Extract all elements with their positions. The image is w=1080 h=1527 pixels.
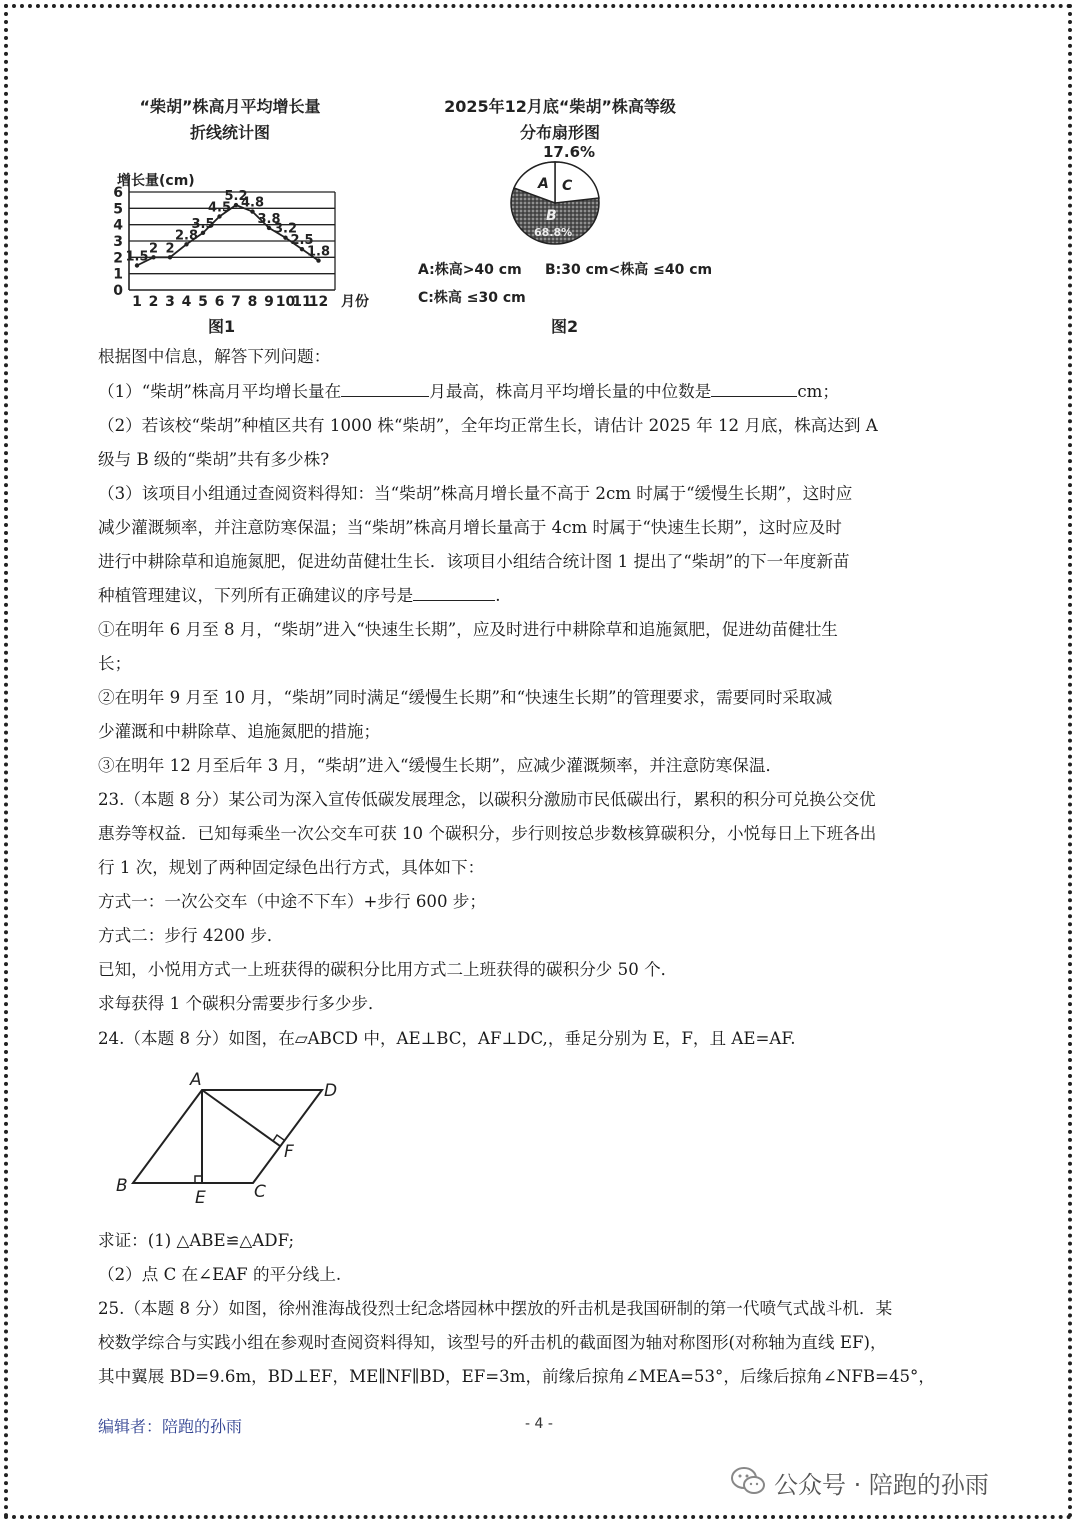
pie-legend-c: C:株高 ≤30 cm: [418, 290, 526, 306]
figure1-title: [120, 94, 340, 146]
footer-editor: 编辑者：陪跑的孙雨: [98, 1417, 243, 1436]
problem-23-way-2: 方式二：步行 4200 步．: [98, 926, 284, 945]
problem-25-line-2: 校数学综合与实践小组在参观时查阅资料得知，该型号的歼击机的截面图为轴对称图形(对称轴为直线 EF)，: [98, 1333, 887, 1352]
x-tick-label: 8: [247, 294, 258, 310]
pie-legend-b: B:30 cm<株高 ≤40 cm: [545, 262, 713, 278]
q3-line-4: [98, 582, 988, 606]
q1-part-c: cm；: [797, 382, 839, 401]
data-label: 2: [165, 241, 175, 257]
label-d: D: [324, 1081, 338, 1101]
right-angle-f: [273, 1135, 284, 1141]
y-tick-label: 4: [113, 217, 123, 234]
pie-legend-a: A:株高>40 cm: [418, 262, 522, 278]
x-tick-label: 3: [165, 294, 175, 310]
figure2-title: [410, 94, 710, 146]
problem-23-way-1: 方式一：一次公交车（中途不下车）+步行 600 步；: [98, 892, 486, 911]
pie-label-c: C: [562, 178, 573, 194]
q3-part-a: 种植管理建议，下列所有正确建议的序号是: [98, 586, 414, 605]
data-label: 2.8: [174, 228, 199, 244]
parallelogram-abcd: [133, 1090, 322, 1183]
x-tick-label: 10: [275, 294, 296, 310]
option-2-line-2: 少灌溉和中耕除草、追施氮肥的措施；: [98, 722, 381, 741]
data-label: 3.2: [273, 221, 298, 237]
pie-label-a: A: [538, 176, 549, 192]
y-tick-label: 0: [113, 283, 123, 299]
data-label: 3.8: [257, 211, 281, 227]
x-tick-label: 1: [132, 294, 142, 310]
chart-yticks: [113, 185, 123, 299]
q1-blank-month[interactable]: [341, 378, 429, 397]
data-label: 1.8: [306, 244, 331, 260]
label-c: C: [254, 1182, 266, 1202]
figure2-caption: 图2: [551, 317, 579, 336]
problem-23-ask: 求每获得 1 个碳积分需要步行多少步．: [98, 994, 385, 1013]
intro-text: 根据图中信息，解答下列问题：: [98, 347, 331, 366]
pie-chart: [500, 158, 610, 248]
label-b: B: [116, 1176, 128, 1196]
data-label: 5.2: [224, 189, 248, 205]
x-tick-label: 5: [198, 294, 208, 310]
q3-blank-answer[interactable]: [413, 582, 495, 601]
pie-percent-c: 17.6%: [543, 143, 596, 161]
question-1: [98, 378, 988, 402]
right-angle-e: [195, 1176, 202, 1183]
option-1-line-1: ①在明年 6 月至 8 月，“柴胡”进入“快速生长期”，应及时进行中耕除草和追施氮肥，促进幼苗健壮生: [98, 620, 838, 639]
figure1-title-line1: “柴胡”株高月平均增长量: [139, 97, 321, 116]
y-tick-label: 3: [113, 234, 123, 250]
wechat-account: 公众号 · 陪跑的孙雨: [774, 1471, 989, 1499]
x-tick-label: 11: [292, 294, 312, 310]
q3-part-b: .: [495, 586, 501, 605]
q3-line-2: 减少灌溉频率，并注意防寒保温；当“柴胡”株高月增长量高于 4cm 时属于“快速生长期”，这时应及时: [98, 518, 842, 537]
x-tick-label: 12: [308, 294, 329, 310]
data-label: 2.5: [290, 233, 314, 249]
option-3: ③在明年 12 月至后年 3 月，“柴胡”进入“缓慢生长期”，应减少灌溉频率，并注意防寒保温．: [98, 756, 783, 775]
figure2-title-line2: 分布扇形图: [519, 123, 600, 142]
line-chart: [95, 165, 385, 315]
option-2-line-1: ②在明年 9 月至 10 月，“柴胡”同时满足“缓慢生长期”和“快速生长期”的管理要求，需要同时采取减: [98, 688, 833, 707]
page-number: - 4 -: [525, 1416, 553, 1432]
label-f: F: [284, 1142, 294, 1162]
x-tick-label: 7: [231, 294, 241, 310]
q2-line-2: 级与 B 级的“柴胡”共有多少株?: [98, 450, 330, 469]
q1-part-a: （1）“柴胡”株高月平均增长量在: [98, 382, 342, 401]
x-tick-label: 6: [214, 294, 225, 310]
data-label: 4.5: [207, 200, 232, 216]
q1-part-b: 月最高，株高月平均增长量的中位数是: [429, 382, 712, 401]
q3-line-3: 进行中耕除草和追施氮肥，促进幼苗健壮生长．该项目小组结合统计图 1 提出了“柴胡”的下一年度新苗: [98, 552, 850, 571]
label-e: E: [195, 1188, 206, 1208]
problem-24: 24.（本题 8 分）如图，在▱ABCD 中，AE⊥BC，AF⊥DC,，垂足分别为 E，F，且 AE=AF.: [98, 1029, 796, 1048]
parallelogram-figure: [110, 1065, 350, 1210]
data-label: 3.5: [191, 216, 215, 232]
problem-24-proof-2: （2）点 C 在∠EAF 的平分线上.: [98, 1265, 342, 1284]
chart-data-labels: [125, 189, 330, 264]
problem-23-line-3: 行 1 次，规划了两种固定绿色出行方式，具体如下：: [98, 858, 485, 877]
wechat-icon: [730, 1466, 766, 1496]
y-tick-label: 5: [113, 201, 123, 218]
x-tick-label: 9: [264, 294, 274, 310]
problem-24-proof-1: 求证：(1) △ABE≌△ADF;: [98, 1231, 295, 1250]
y-tick-label: 6: [113, 185, 123, 201]
q1-blank-median[interactable]: [711, 378, 797, 397]
data-label: 4.8: [240, 195, 265, 211]
label-a: A: [190, 1070, 202, 1090]
data-label: 2: [148, 241, 159, 257]
segment-af: [202, 1090, 280, 1146]
figure1-title-line2: 折线统计图: [189, 123, 270, 142]
q3-line-1: （3）该项目小组通过查阅资料得知：当“柴胡”株高月增长量不高于 2cm 时属于“缓慢生长期”，这时应: [98, 484, 853, 503]
figure1-caption: 图1: [208, 317, 236, 336]
problem-23-known: 已知，小悦用方式一上班获得的碳积分比用方式二上班获得的碳积分少 50 个．: [98, 960, 678, 979]
pie-label-b-percent: 68.8%: [534, 226, 573, 239]
figure2-title-line1: 2025年12月底“柴胡”株高等级: [444, 97, 676, 116]
problem-25-line-3: 其中翼展 BD=9.6m，BD⊥EF，ME∥NF∥BD，EF=3m，前缘后掠角∠MEA=53°，后缘后掠角∠NFB=45°，: [98, 1367, 935, 1386]
problem-23-line-2: 惠券等权益．已知每乘坐一次公交车可获 10 个碳积分，步行则按总步数核算碳积分，小悦每日上下班各出: [98, 824, 877, 843]
pie-label-b: B: [546, 208, 557, 224]
chart-xlabel: 月份: [341, 294, 369, 310]
y-tick-label: 2: [113, 250, 123, 267]
x-tick-label: 4: [181, 294, 192, 310]
problem-23-line-1: 23.（本题 8 分）某公司为深入宣传低碳发展理念，以碳积分激励市民低碳出行，累积的积分可兑换公交优: [98, 790, 876, 809]
data-label: 1.5: [125, 249, 149, 265]
chart-xticks: [132, 294, 328, 310]
problem-25-line-1: 25.（本题 8 分）如图，徐州淮海战役烈士纪念塔园林中摆放的歼击机是我国研制的第一代喷气式战斗机．某: [98, 1299, 893, 1318]
chart-ylabel: 增长量(cm): [117, 173, 195, 189]
x-tick-label: 2: [148, 294, 159, 310]
q2-line-1: （2）若该校“柴胡”种植区共有 1000 株“柴胡”，全年均正常生长，请估计 2025 年 12 月底，株高达到 A: [98, 416, 878, 435]
y-tick-label: 1: [113, 266, 123, 283]
option-1-line-2: 长；: [98, 654, 132, 673]
